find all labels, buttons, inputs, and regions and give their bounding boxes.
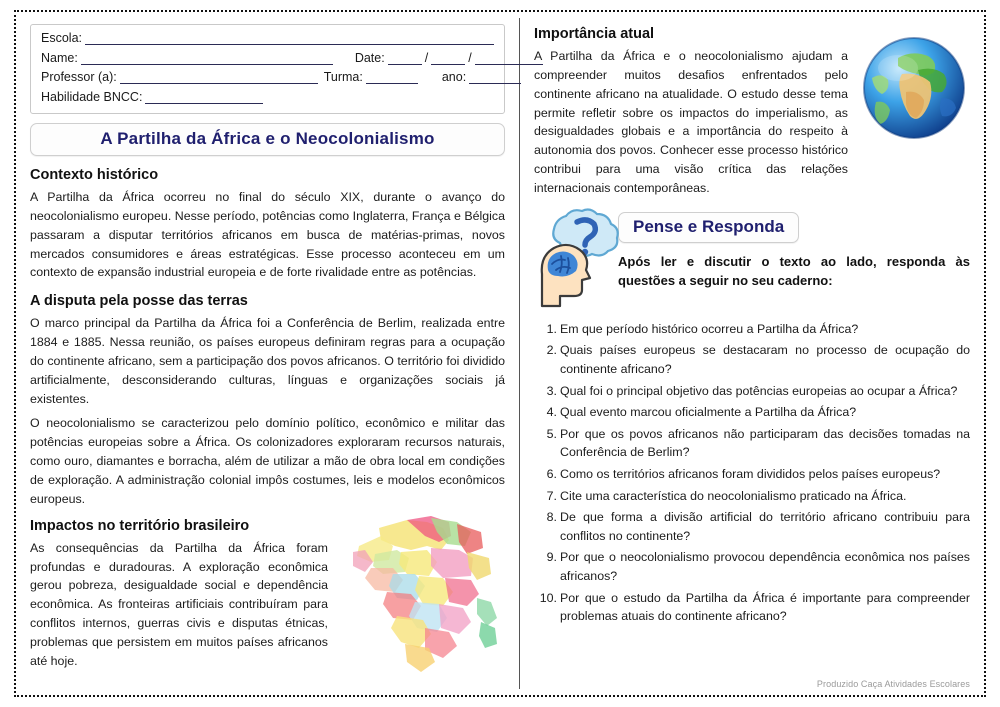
- professor-input-line[interactable]: [120, 73, 318, 84]
- question-item: Como os territórios africanos foram divididos pelos países europeus?: [560, 467, 941, 482]
- worksheet-title-banner: [30, 123, 505, 156]
- question-item: Qual evento marcou oficialmente a Partilha da África?: [560, 405, 857, 420]
- section-heading-impactos: Impactos no território brasileiro: [30, 517, 250, 534]
- question-item: Por que os povos africanos não participaram das decisões tomadas na Conferência de Berlim?: [560, 426, 970, 460]
- section-heading-contexto: Contexto histórico: [30, 167, 159, 183]
- habilidade-bncc-label: Habilidade BNCC:: [41, 89, 143, 104]
- instruction-text: Após ler e discutir o texto ao lado, responda às questões a seguir no seu caderno:: [618, 253, 970, 289]
- pense-title: Pense e Responda: [633, 216, 785, 236]
- paragraph-impactos-1: As consequências da Partilha da África foram profundas e duradouras. A exploração econômica gerou pobreza, desigualdade social e dependência econômica. As fronteiras artificiais contribuíram para conflitos internos, guerras civis e disputas étnicas, problemas que persistem em muitos países africanos até hoje.: [30, 540, 328, 668]
- date-month-line[interactable]: [431, 54, 465, 65]
- paragraph-disputa-1: O marco principal da Partilha da África foi a Conferência de Berlim, realizada entre 1884 e 1885. Nessa reunião, os países europeus definiram regras para a ocupação do continente africano, sem a participação dos povos africanos. O território foi dividido artificialmente, desconsiderando culturas, línguas e organizações sociais já existentes.: [30, 316, 505, 406]
- form-row-bncc: [41, 91, 494, 104]
- question-item: Cite uma característica do neocolonialismo praticado na África.: [560, 488, 907, 503]
- pense-banner: [618, 212, 799, 243]
- form-row-name-date: [41, 52, 494, 65]
- question-item: Em que período histórico ocorreu a Partilha da África?: [560, 321, 859, 336]
- ano-input-line[interactable]: [469, 73, 521, 84]
- habilidade-bncc-input-line[interactable]: [145, 93, 263, 104]
- section-heading-importancia: Importância atual: [534, 26, 655, 42]
- date-slash-1: /: [424, 50, 429, 65]
- paragraph-disputa-2: O neocolonialismo se caracterizou pelo domínio político, econômico e militar das potências europeias sobre a África. Os colonizadores exploraram recursos naturais, como ouro, diamantes e borracha, além de utilizar a mão de obra local em condições de exploração. A administração colonial impôs costumes, leis e modelos econômicos europeus.: [30, 416, 505, 506]
- question-item: De que forma a divisão artificial do território africano contribuiu para conflitos no continente?: [560, 510, 970, 543]
- question-item: Por que o neocolonialismo provocou dependência econômica nos países africanos?: [560, 550, 970, 584]
- thinking-head-brain-icon: [532, 208, 628, 312]
- credit-line: Produzido Caça Atividades Escolares: [816, 679, 970, 689]
- date-label: Date:: [354, 50, 385, 65]
- form-row-escola: [41, 32, 494, 45]
- ano-label: ano:: [441, 70, 467, 85]
- importancia-block: [534, 24, 848, 198]
- form-row-professor: [41, 71, 494, 84]
- name-input-line[interactable]: [81, 54, 333, 65]
- africa-political-map-icon: [331, 506, 511, 676]
- page-title: A Partilha da África e o Neocolonialismo: [100, 129, 435, 148]
- escola-input-line[interactable]: [85, 34, 494, 45]
- question-list: [534, 320, 970, 626]
- paragraph-contexto-1: A Partilha da África ocorreu no final do século XIX, durante o avanço do neocolonialismo europeu. Nesse período, potências como Inglaterra, França e Bélgica passaram a disputar territórios africanos em busca de matérias-primas, novos mercados consumidores e áreas estratégicas. Esse processo aconteceu em um contexto de expansão industrial europeia e de forte rivalidade entre as potências.: [30, 190, 505, 280]
- pense-e-responda-block: [534, 212, 970, 308]
- professor-label: Professor (a):: [41, 70, 117, 85]
- left-column: [16, 12, 519, 695]
- question-item: Por que o estudo da Partilha da África é importante para compreender problemas atuais do continente africano?: [560, 590, 970, 624]
- date-day-line[interactable]: [388, 54, 422, 65]
- earth-globe-africa-icon: [858, 32, 970, 144]
- impactos-section: [30, 518, 505, 671]
- impactos-text-block: [30, 518, 328, 671]
- right-column: [520, 12, 984, 695]
- turma-label: Turma:: [323, 70, 363, 85]
- question-item: Quais países europeus se destacaram no processo de ocupação do continente africano?: [560, 343, 970, 376]
- name-label: Name:: [41, 50, 78, 65]
- date-slash-2: /: [468, 50, 472, 65]
- student-info-form: [30, 24, 505, 114]
- paragraph-importancia: A Partilha da África e o neocolonialismo ajudam a compreender muitos desafios enfrentados pelo continente africano na atualidade. O estudo desse tema permite refletir sobre os impactos do imperialismo, as desigualdades globais e a importância do respeito à autonomia dos povos. Conhecer esse processo histórico contribui para uma visão crítica das relações internacionais contemporâneas.: [534, 49, 848, 195]
- worksheet-page: [14, 10, 986, 697]
- question-item: Qual foi o principal objetivo das potências europeias ao ocupar a África?: [560, 383, 958, 398]
- escola-label: Escola:: [41, 31, 82, 45]
- two-column-layout: [16, 12, 984, 695]
- turma-input-line[interactable]: [366, 73, 418, 84]
- section-heading-disputa: A disputa pela posse das terras: [30, 293, 248, 310]
